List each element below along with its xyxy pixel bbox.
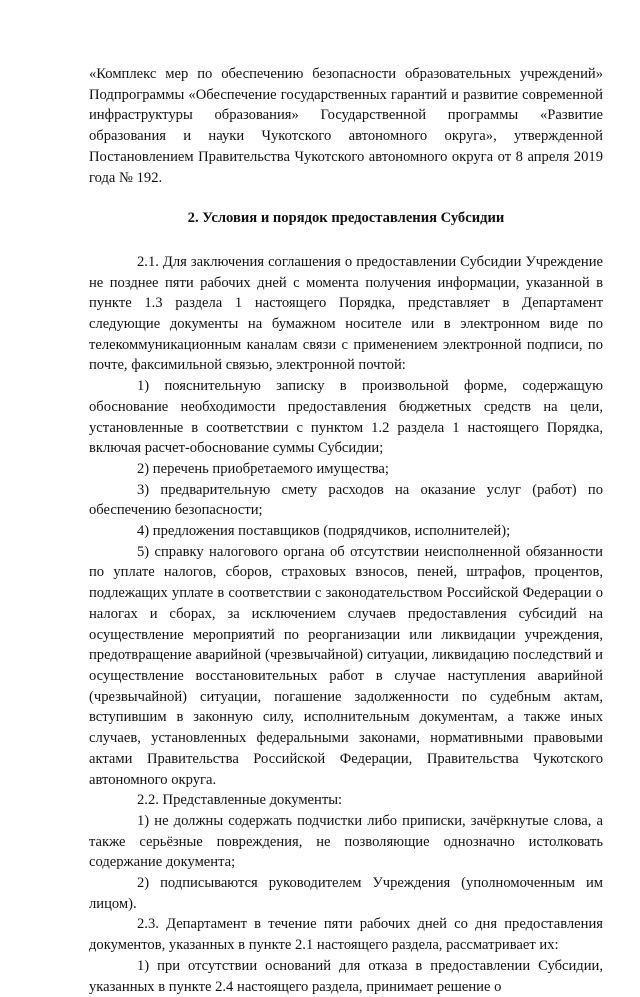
clause-2-1-item-4: 4) предложения поставщиков (подрядчиков, исполнителей); [137,523,511,540]
section-title: 2. Условия и порядок предоставления Субсидии [187,210,505,227]
clause-2-3-item-1: 1) при отсутствии оснований для отказа в предоставлении Субсидии, указанных в пункте 2.4 настоящего раздела, принимает решение о [89,957,603,995]
clause-2-2-item-1: 1) не должны содержать подчистки либо приписки, зачёркнутые слова, а также серьёзные повреждения, не позволяющие однозначно истолковать содержание документа; [89,812,603,871]
document-page [89,64,603,997]
clause-2-2-item-2: 2) подписываются руководителем Учреждения (уполномоченным им лицом). [89,875,603,912]
clause-2-1: 2.1. Для заключения соглашения о предоставлении Субсидии Учреждение не позднее пяти рабочих дней с момента получения информации, указанной в пункте 1.3 раздела 1 настоящего Порядка, представляет в Департамент следующие документы на бумажном носителе или в электронном виде по телекоммуникационным каналам связи с применением электронной подписи, по почте, факсимильной связью, электронной почтой: [89,253,603,374]
clause-2-1-item-2: 2) перечень приобретаемого имущества; [137,460,389,477]
clause-2-1-item-1: 1) пояснительную записку в произвольной форме, содержащую обоснование необходимости предоставления бюджетных средств на цели, установленные в соответствии с пунктом 1.2 раздела 1 настоящего Порядка, включая расчет-обоснование суммы Субсидии; [89,378,603,457]
clause-2-1-item-3: 3) предварительную смету расходов на оказание услуг (работ) по обеспечению безопасности; [89,481,603,519]
clause-2-2: 2.2. Представленные документы: [137,792,343,809]
intro-paragraph: «Комплекс мер по обеспечению безопасности образовательных учреждений» Подпрограммы «Обеспечение государственных гарантий и развитие современной инфраструктуры образования» Государственной программы «Развитие образования и науки Чукотского автономного округа», утвержденной Постановлением Правительства Чукотского автономного округа от 8 апреля 2019 года № 192. [89,66,603,186]
clause-2-3: 2.3. Департамент в течение пяти рабочих дней со дня предоставления документов, указанных в пункте 2.1 настоящего раздела, рассматривает их: [89,916,603,954]
clause-2-1-item-5: 5) справку налогового органа об отсутствии неисполненной обязанности по уплате налогов, сборов, страховых взносов, пеней, штрафов, процентов, подлежащих уплате в соответствии с законодательством Российской Федерации о налогах и сборах, за исключением случаев предоставления субсидий на осуществление мероприятий по реорганизации или ликвидации учреждения, предотвращение аварийной (чрезвычайной) ситуации, ликвидацию последствий и осуществление восстановительных работ в случае наступления аварийной (чрезвычайной) ситуации, погашение задолженности по судебным актам, вступившим в законную силу, исполнительным документам, а также иных случаев, установленных федеральными законами, нормативными правовыми актами Правительства Российской Федерации, Правительства Чукотского автономного округа. [89,543,603,788]
